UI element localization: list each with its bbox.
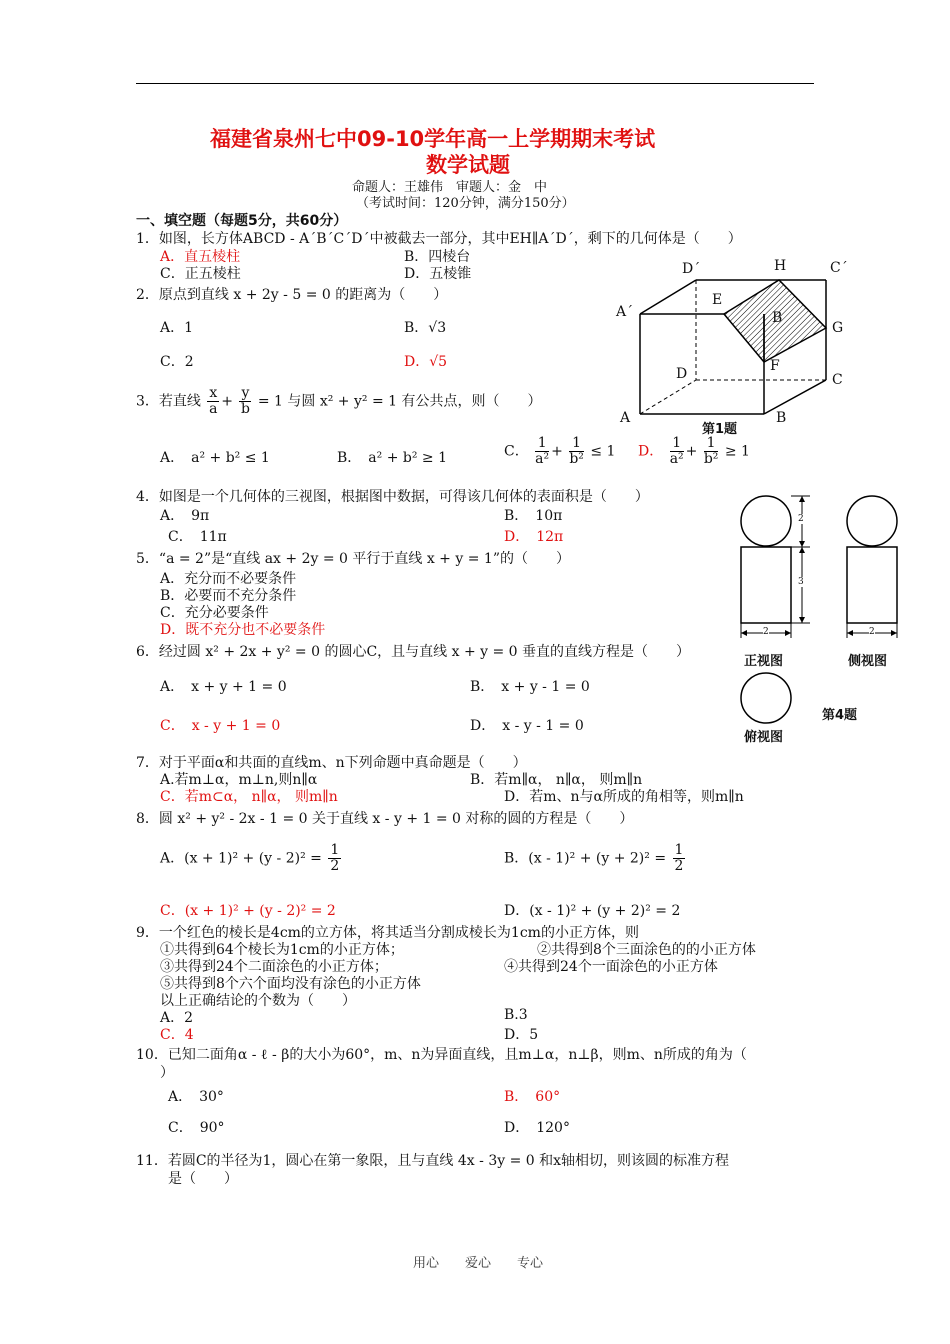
dim-width-front: 2 [763,627,769,637]
q1-option-c: C．正五棱柱 [160,266,241,282]
q5-option-c: C．充分必要条件 [160,605,269,621]
q4-stem: 4．如图是一个几何体的三视图，根据图中数据，可得该几何体的表面积是（ ） [136,489,649,505]
q11-stem-cont: 是（ ） [168,1171,238,1187]
section-title: 一、填空题（每题5分，共60分） [136,213,348,229]
q7-option-d: D．若m、n与α所成的角相等，则m∥n [504,789,744,805]
q8-option-c: C．(x + 1)² + (y - 2)² = 2 [160,903,336,919]
q9-statement-4: ④共得到24个一面涂色的小正方体 [504,959,718,975]
q3-option-c: C． $\frac{1}{\text{a²}}$ + $\frac{1}{\text{b²}}$ ≤ 1 [504,435,616,467]
q9-statement-3: ③共得到24个二面涂色的小正方体； [160,959,388,975]
q10-option-c: C． 90° [168,1120,225,1136]
q8-option-b: B．(x - 1)² + (y + 2)² = $\frac{1}{2}$ [504,842,684,874]
top-rule [136,83,814,84]
q1-option-b: B．四棱台 [404,249,471,265]
side-view-label: 侧视图 [848,654,888,669]
label-b: B [776,410,787,426]
q9-statement-2: ②共得到8个三面涂色的的小正方体 [537,942,756,958]
q8-stem: 8．圆 x² + y² - 2x - 1 = 0 关于直线 x - y + 1 = 0 对称的圆的方程是（ ） [136,811,634,827]
figure-4-caption: 第4题 [822,708,858,723]
q1-option-a: A．直五棱柱 [160,249,241,265]
q9-option-c: C．4 [160,1027,194,1043]
q5-option-a: A．充分而不必要条件 [160,571,297,587]
label-f: F [770,358,780,374]
exam-info: （考试时间：120分钟，满分150分） [356,196,575,211]
figure-1-caption: 第1题 [702,422,738,437]
q2-stem: 2．原点到直线 x + 2y - 5 = 0 的距离为（ ） [136,287,448,303]
q9-prompt: 以上正确结论的个数为（ ） [160,993,356,1009]
cuboid-drawing [614,256,854,438]
q7-option-c: C．若m⊂α， n∥α， 则m∥n [160,789,338,805]
q8-option-d: D．(x - 1)² + (y + 2)² = 2 [504,903,681,919]
q9-stem: 9．一个红色的棱长是4cm的立方体，将其适当分割成棱长为1cm的小正方体，则 [136,925,639,941]
top-view-label: 俯视图 [744,730,784,745]
doc-title: 福建省泉州七中09-10学年高一上学期期末考试 [210,127,656,151]
q7-stem: 7．对于平面α和共面的直线m、n下列命题中真命题是（ ） [136,755,527,771]
q4-option-b: B． 10π [504,508,563,524]
q6-option-d: D． x - y - 1 = 0 [470,718,584,734]
q2-option-a: A．1 [160,320,194,336]
q7-option-b: B．若m∥α， n∥α， 则m∥n [470,772,643,788]
label-c: C [832,372,843,388]
q9-option-b: B.3 [504,1007,528,1023]
label-d-prime: D´ [682,261,701,277]
q6-option-b: B． x + y - 1 = 0 [470,679,590,695]
q1-stem: 1．如图，长方体ABCD - A´B´C´D´中被截去一部分，其中EH∥A´D´，剩下的几何体是（ ） [136,231,742,247]
q8-option-a: A．(x + 1)² + (y - 2)² = $\frac{1}{2}$ [160,842,340,874]
page-footer: 用心 爱心 专心 [413,1256,544,1271]
label-h: H [774,258,787,274]
dim-width-side: 2 [869,627,875,637]
q9-option-a: A．2 [160,1010,194,1026]
three-views-drawing [736,492,906,748]
label-d: D [676,366,688,382]
q4-option-a: A． 9π [160,508,210,524]
q9-statement-5: ⑤共得到8个六个面均没有涂色的小正方体 [160,976,421,992]
q4-option-c: C． 11π [168,529,227,545]
q10-option-a: A． 30° [168,1089,224,1105]
q5-stem: 5．“a = 2”是“直线 ax + 2y = 0 平行于直线 x + y = 1”的（ ） [136,551,570,567]
q6-option-a: A． x + y + 1 = 0 [160,679,287,695]
doc-subtitle: 数学试题 [426,153,510,177]
q5-option-d: D．既不充分也不必要条件 [160,622,326,638]
label-g: G [832,320,844,336]
q2-option-b: B．√3 [404,320,447,336]
q4-option-d: D． 12π [504,529,564,545]
q6-stem: 6．经过圆 x² + 2x + y² = 0 的圆心C，且与直线 x + y = 0 垂直的直线方程是（ ） [136,644,691,660]
q10-stem: 10．已知二面角α - ℓ - β的大小为60°，m、n为异面直线，且m⊥α，n⊥β，则m、n所成的角为（ [136,1047,747,1063]
q3-stem: 3．若直线 $\frac{x}{a}$ + $\frac{y}{b}$ = 1 与圆 x² + y² = 1 有公共点，则（ ） [136,385,542,417]
figure-1-cuboid [614,256,854,438]
label-a-prime: A´ [616,304,634,320]
q3-option-b: B． a² + b² ≥ 1 [337,450,447,466]
q5-option-b: B．必要而不充分条件 [160,588,297,604]
q10-option-b: B． 60° [504,1089,561,1105]
q1-option-d: D．五棱锥 [404,266,472,282]
q6-option-c: C． x - y + 1 = 0 [160,718,281,734]
dim-sphere: 2 [798,514,804,524]
q2-option-c: C．2 [160,354,194,370]
q2-option-d: D．√5 [404,354,448,370]
front-view-label: 正视图 [744,654,784,669]
label-a: A [620,410,631,426]
q3-option-a: A． a² + b² ≤ 1 [160,450,270,466]
label-e: E [712,292,723,308]
q3-option-d: D． $\frac{1}{\text{a²}}$ + $\frac{1}{\text{b²}}$ ≥ 1 [638,435,750,467]
q9-option-d: D．5 [504,1027,539,1043]
q7-option-a: A.若m⊥α，m⊥n,则n∥α [160,772,318,788]
q11-stem: 11．若圆C的半径为1，圆心在第一象限，且与直线 4x - 3y = 0 和x轴相切，则该圆的标准方程 [136,1153,730,1169]
label-c-prime: C´ [830,260,848,276]
authors: 命题人：王雄伟 审题人：金 中 [352,180,548,195]
dim-height: 3 [798,577,804,587]
q10-stem-cont: ） [160,1065,174,1081]
figure-4-three-views [736,492,906,748]
label-b-prime: B [772,310,783,326]
q10-option-d: D． 120° [504,1120,570,1136]
q9-statement-1: ①共得到64个棱长为1cm的小正方体； [160,942,404,958]
